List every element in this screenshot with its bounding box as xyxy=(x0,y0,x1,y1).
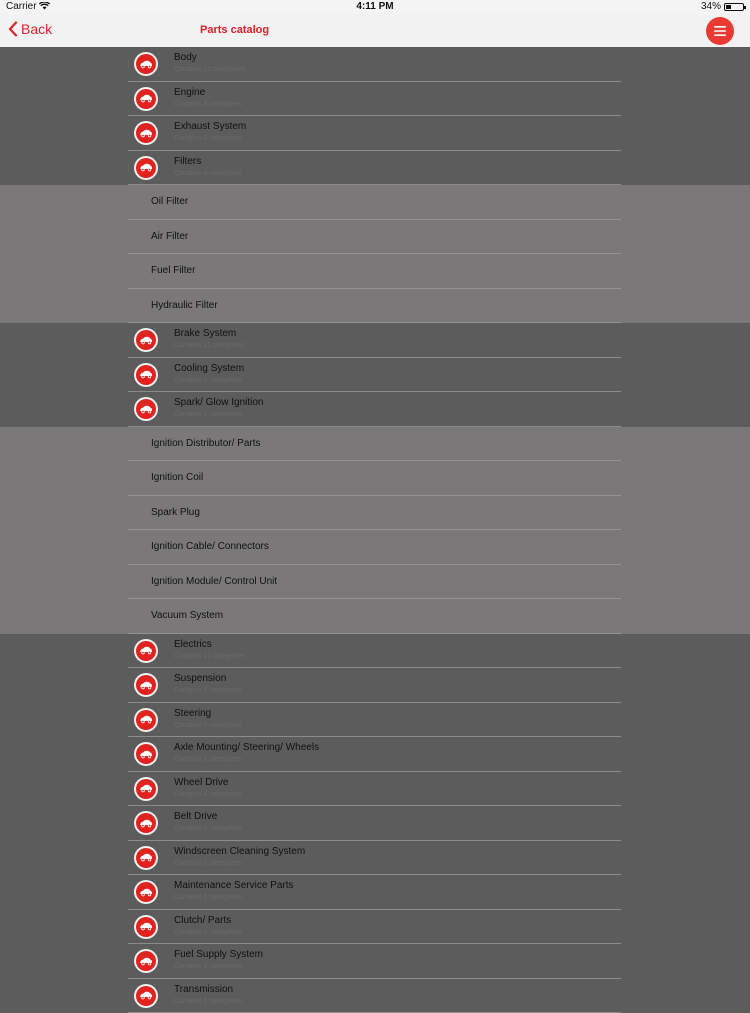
car-logo-icon xyxy=(139,681,153,690)
category-logo xyxy=(134,949,158,973)
category-row[interactable] xyxy=(0,737,750,772)
category-row[interactable] xyxy=(0,944,750,979)
category-title: Windscreen Cleaning System xyxy=(174,846,305,857)
category-title: Steering xyxy=(174,708,211,719)
category-subtitle: Contains 3 categories xyxy=(174,135,242,142)
category-title: Filters xyxy=(174,156,201,167)
category-row[interactable] xyxy=(0,634,750,669)
subcategory-label: Ignition Distributor/ Parts xyxy=(151,438,261,449)
car-logo-icon xyxy=(139,163,153,172)
category-title: Wheel Drive xyxy=(174,777,228,788)
subcategory-row[interactable] xyxy=(0,565,750,600)
subcategory-row[interactable] xyxy=(0,496,750,531)
category-row[interactable] xyxy=(0,910,750,945)
category-subtitle: Contains 6 categories xyxy=(174,377,242,384)
category-group xyxy=(0,323,750,427)
category-logo xyxy=(134,880,158,904)
category-subtitle: Contains 10 categories xyxy=(174,653,246,660)
subcategory-label: Spark Plug xyxy=(151,507,200,518)
category-row[interactable] xyxy=(0,806,750,841)
subcategory-label: Oil Filter xyxy=(151,196,188,207)
category-logo xyxy=(134,328,158,352)
category-subtitle: Contains 4 categories xyxy=(174,170,242,177)
category-row[interactable] xyxy=(0,979,750,1013)
subcategory-group xyxy=(0,185,750,323)
category-title: Engine xyxy=(174,87,205,98)
carrier-name: Carrier xyxy=(6,1,37,12)
category-subtitle: Contains 11 categories xyxy=(174,342,245,349)
category-row[interactable] xyxy=(0,151,750,186)
category-title: Cooling System xyxy=(174,363,244,374)
car-logo-icon xyxy=(139,922,153,931)
subcategory-label: Air Filter xyxy=(151,231,188,242)
battery-status xyxy=(701,1,744,12)
car-logo-icon xyxy=(139,750,153,759)
category-group xyxy=(0,47,750,185)
hamburger-menu-icon xyxy=(714,26,726,36)
subcategory-label: Vacuum System xyxy=(151,610,223,621)
category-title: Fuel Supply System xyxy=(174,949,263,960)
category-subtitle: Contains 3 categories xyxy=(174,929,242,936)
category-subtitle: Contains 4 categories xyxy=(174,791,242,798)
car-logo-icon xyxy=(139,646,153,655)
subcategory-row[interactable] xyxy=(0,185,750,220)
car-logo-icon xyxy=(139,784,153,793)
battery-percent: 34% xyxy=(701,1,721,12)
car-logo-icon xyxy=(139,129,153,138)
category-row[interactable] xyxy=(0,772,750,807)
menu-button[interactable] xyxy=(706,17,734,45)
category-subtitle: Contains 4 categories xyxy=(174,963,242,970)
category-row[interactable] xyxy=(0,116,750,151)
subcategory-row[interactable] xyxy=(0,461,750,496)
category-logo xyxy=(134,87,158,111)
car-logo-icon xyxy=(139,888,153,897)
back-button[interactable] xyxy=(8,21,52,37)
category-logo xyxy=(134,811,158,835)
category-logo xyxy=(134,984,158,1008)
car-logo-icon xyxy=(139,991,153,1000)
category-list xyxy=(0,47,750,1013)
car-logo-icon xyxy=(139,336,153,345)
subcategory-label: Ignition Module/ Control Unit xyxy=(151,576,277,587)
category-row[interactable] xyxy=(0,668,750,703)
category-logo xyxy=(134,777,158,801)
category-title: Transmission xyxy=(174,984,233,995)
car-logo-icon xyxy=(139,819,153,828)
category-title: Body xyxy=(174,52,197,63)
category-logo xyxy=(134,121,158,145)
car-logo-icon xyxy=(139,405,153,414)
back-label: Back xyxy=(21,21,52,37)
subcategory-row[interactable] xyxy=(0,289,750,324)
category-logo xyxy=(134,363,158,387)
category-subtitle: Contains 3 categories xyxy=(174,860,242,867)
category-row[interactable] xyxy=(0,358,750,393)
subcategory-label: Hydraulic Filter xyxy=(151,300,218,311)
subcategory-row[interactable] xyxy=(0,220,750,255)
subcategory-row[interactable] xyxy=(0,427,750,462)
category-row[interactable] xyxy=(0,703,750,738)
category-title: Clutch/ Parts xyxy=(174,915,231,926)
category-title: Axle Mounting/ Steering/ Wheels xyxy=(174,742,319,753)
page-title: Parts catalog xyxy=(200,24,269,36)
battery-icon xyxy=(724,3,744,11)
category-logo xyxy=(134,397,158,421)
category-subtitle: Contains 5 categories xyxy=(174,998,242,1005)
category-title: Electrics xyxy=(174,639,212,650)
category-subtitle: Contains 6 categories xyxy=(174,411,242,418)
category-title: Maintenance Service Parts xyxy=(174,880,294,891)
category-row[interactable] xyxy=(0,392,750,427)
category-row[interactable] xyxy=(0,875,750,910)
category-logo xyxy=(134,915,158,939)
subcategory-label: Ignition Cable/ Connectors xyxy=(151,541,269,552)
car-logo-icon xyxy=(139,60,153,69)
car-logo-icon xyxy=(139,853,153,862)
category-subtitle: Contains 6 categories xyxy=(174,687,242,694)
car-logo-icon xyxy=(139,957,153,966)
car-logo-icon xyxy=(139,715,153,724)
category-row[interactable] xyxy=(0,47,750,82)
category-logo xyxy=(134,52,158,76)
category-group xyxy=(0,634,750,1013)
category-row[interactable] xyxy=(0,82,750,117)
category-subtitle: Contains 8 categories xyxy=(174,101,242,108)
subcategory-label: Fuel Filter xyxy=(151,265,195,276)
category-logo xyxy=(134,639,158,663)
category-subtitle: Contains 5 categories xyxy=(174,894,242,901)
subcategory-group xyxy=(0,427,750,634)
chevron-left-icon xyxy=(8,21,18,37)
category-logo xyxy=(134,846,158,870)
category-row[interactable] xyxy=(0,323,750,358)
category-title: Spark/ Glow Ignition xyxy=(174,397,264,408)
category-subtitle: Contains 8 categories xyxy=(174,756,242,763)
category-subtitle: Contains 5 categories xyxy=(174,825,242,832)
status-bar xyxy=(0,0,750,14)
clock: 4:11 PM xyxy=(0,1,750,12)
category-logo xyxy=(134,708,158,732)
category-title: Brake System xyxy=(174,328,236,339)
category-title: Suspension xyxy=(174,673,226,684)
category-logo xyxy=(134,742,158,766)
car-logo-icon xyxy=(139,370,153,379)
category-subtitle: Contains 7 categories xyxy=(174,722,242,729)
subcategory-row[interactable] xyxy=(0,530,750,565)
category-logo xyxy=(134,673,158,697)
category-title: Exhaust System xyxy=(174,121,246,132)
category-row[interactable] xyxy=(0,841,750,876)
category-logo xyxy=(134,156,158,180)
subcategory-row[interactable] xyxy=(0,599,750,634)
subcategory-label: Ignition Coil xyxy=(151,472,203,483)
navigation-bar xyxy=(0,14,750,48)
category-title: Belt Drive xyxy=(174,811,217,822)
car-logo-icon xyxy=(139,94,153,103)
subcategory-row[interactable] xyxy=(0,254,750,289)
category-subtitle: Contains 11 categories xyxy=(174,66,245,73)
